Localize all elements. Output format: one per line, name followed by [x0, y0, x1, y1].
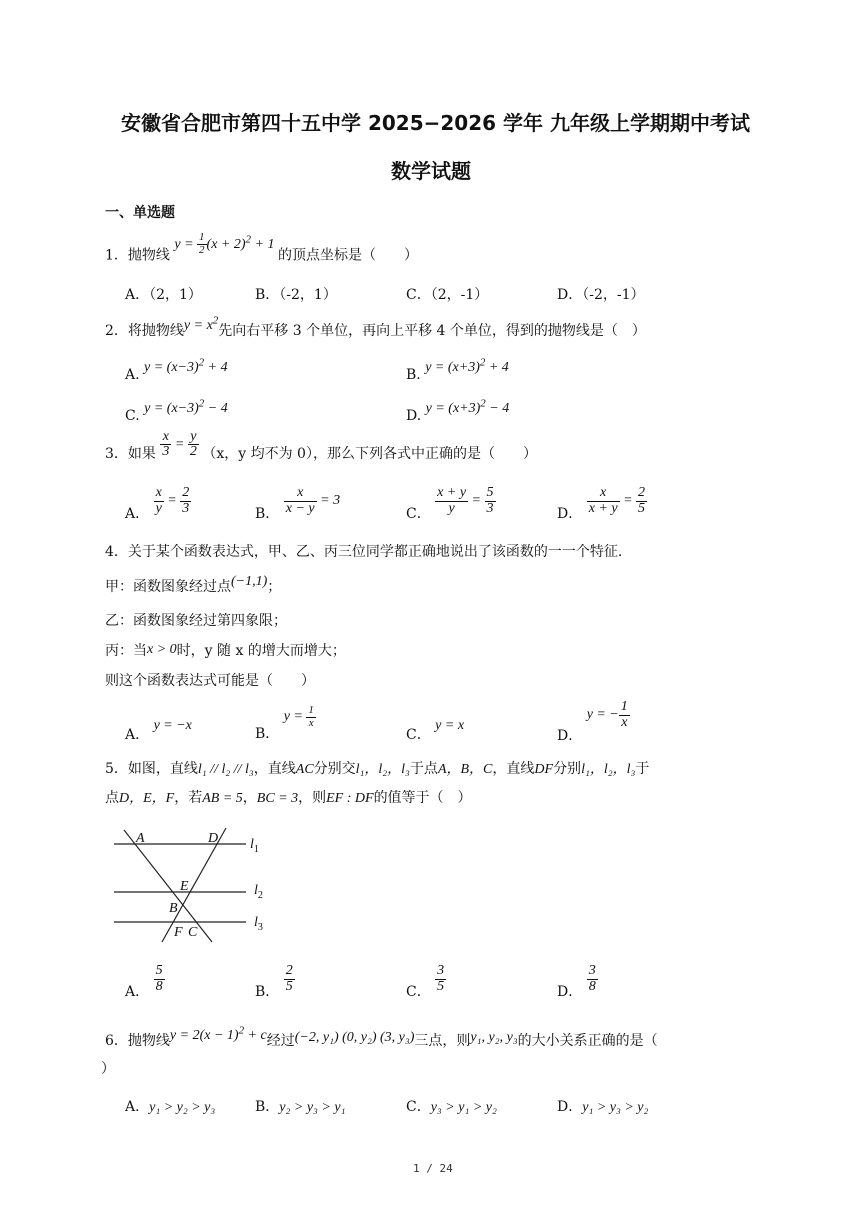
q4-option-c: C． y = x: [406, 718, 465, 743]
point-label-d: D: [208, 831, 219, 846]
q1-option-d: D．（-2，-1）: [557, 287, 645, 303]
q4-jia: 甲：函数图象经过点(−1,1)；: [105, 574, 282, 595]
q5-stem-line1: 5．如图，直线l₁ // l₂ // l₃，直线AC分别交l₁，l₂，l₃于点A，B，C，直线DF分别l₁，l₂，l₃于: [105, 761, 650, 777]
q4-bing: 丙：当x > 0时，y 随 x 的增大而增大；: [105, 642, 346, 659]
q6-stem-line2: ）: [101, 1061, 115, 1077]
q3-stem: 3．如果 $\frac{x}{3}$ = $\frac{y}{2}$ （x，y 均不为 0），那么下列各式中正确的是（ ）: [105, 428, 537, 462]
q3-condition: $\frac{x}{3}$ = $\frac{y}{2}$: [162, 428, 197, 460]
q5-option-b: B． $\frac{2}{5}$: [255, 963, 293, 1001]
q1-question: 的顶点坐标是（ ）: [278, 247, 418, 264]
q5-option-c: C． $\frac{3}{5}$: [406, 963, 445, 1001]
q2-option-b: B. $y = (x+3)^2 + 4$: [406, 356, 509, 383]
point-label-c: C: [188, 925, 198, 940]
q2-option-d: D. $y = (x+3)^2 - 4$: [406, 397, 510, 424]
q3-option-c: C． $\frac{x + y}{y}$ = $\frac{5}{3}$: [406, 485, 494, 523]
q1-formula: y = $\frac{1}{2}$ $(x + 2)^2 + 1$: [174, 231, 275, 256]
q1-prefix: 1．抛物线: [105, 247, 170, 264]
q4-stem: 4．关于某个函数表达式，甲、乙、丙三位同学都正确地说出了该函数的一一个特征.: [105, 544, 623, 560]
q4-option-d: D． y = − $\frac{1}{x}$: [557, 699, 628, 745]
point-label-e: E: [180, 879, 189, 894]
q6-option-b: B．y₂ > y₃ > y₁: [255, 1099, 346, 1115]
q2-formula: $y = x^2$: [183, 314, 219, 333]
page-number: 1 / 24: [413, 1162, 453, 1175]
line-label-l2: $l_2$: [254, 883, 263, 901]
q4-option-a: A． y = −x: [125, 718, 192, 743]
q2-option-c: C. $y = (x-3)^2 - 4$: [125, 397, 228, 424]
line-label-l1: $l_1$: [250, 837, 259, 855]
q6-option-a: A．y₁ > y₂ > y₃: [125, 1099, 216, 1115]
line-label-l3: $l_3$: [254, 915, 263, 933]
point-label-f: F: [174, 925, 183, 940]
q1-option-a: A．（2，1）: [125, 287, 202, 303]
transversal-ac: [124, 830, 212, 942]
q5-option-a: A． $\frac{5}{8}$: [125, 963, 163, 1001]
q6-option-d: D．y₁ > y₃ > y₂: [557, 1099, 649, 1115]
q6-option-c: C．y₃ > y₁ > y₂: [406, 1099, 497, 1115]
q3-option-a: A． $\frac{x}{y}$ = $\frac{2}{3}$: [125, 485, 190, 523]
q5-option-d: D． $\frac{3}{8}$: [557, 963, 596, 1001]
q5-stem-line2: 点D，E，F，若AB = 5，BC = 3，则EF : DF的值等于（ ）: [105, 790, 472, 806]
q2-stem: 2．将抛物线$y = x^2$先向右平移 3 个单位，再向上平移 4 个单位，得到的抛物线是（ ）: [105, 314, 646, 339]
q3-option-d: D． $\frac{x}{x + y}$ = $\frac{2}{5}$: [557, 485, 646, 523]
point-label-b: B: [169, 901, 178, 916]
q4-option-b: B． y = $\frac{1}{x}$: [255, 704, 314, 743]
document-title-line1: 安徽省合肥市第四十五中学 2025−2026 学年 九年级上学期期中考试: [121, 111, 750, 135]
q4-ask: 则这个函数表达式可能是（ ）: [105, 673, 315, 689]
q1-option-c: C．（2，-1）: [406, 287, 489, 303]
section-heading: 一、单选题: [105, 205, 175, 221]
document-title-line2: 数学试题: [391, 159, 471, 183]
q1-option-b: B．（-2，1）: [255, 287, 337, 303]
q5-figure: [108, 822, 278, 948]
point-label-a: A: [136, 831, 145, 846]
q2-option-a: A. $y = (x-3)^2 + 4$: [125, 356, 228, 383]
q1-stem: [105, 231, 418, 272]
q6-stem-line1: 6．抛物线$y = 2(x - 1)^2 + c$经过(−2, y₁) (0, y₂) (3, y₃)三点，则y₁, y₂, y₃的大小关系正确的是（: [105, 1024, 658, 1049]
q3-option-b: B． $\frac{x}{x - y}$ = 3: [255, 485, 341, 523]
q4-yi: 乙：函数图象经过第四象限；: [105, 613, 287, 629]
